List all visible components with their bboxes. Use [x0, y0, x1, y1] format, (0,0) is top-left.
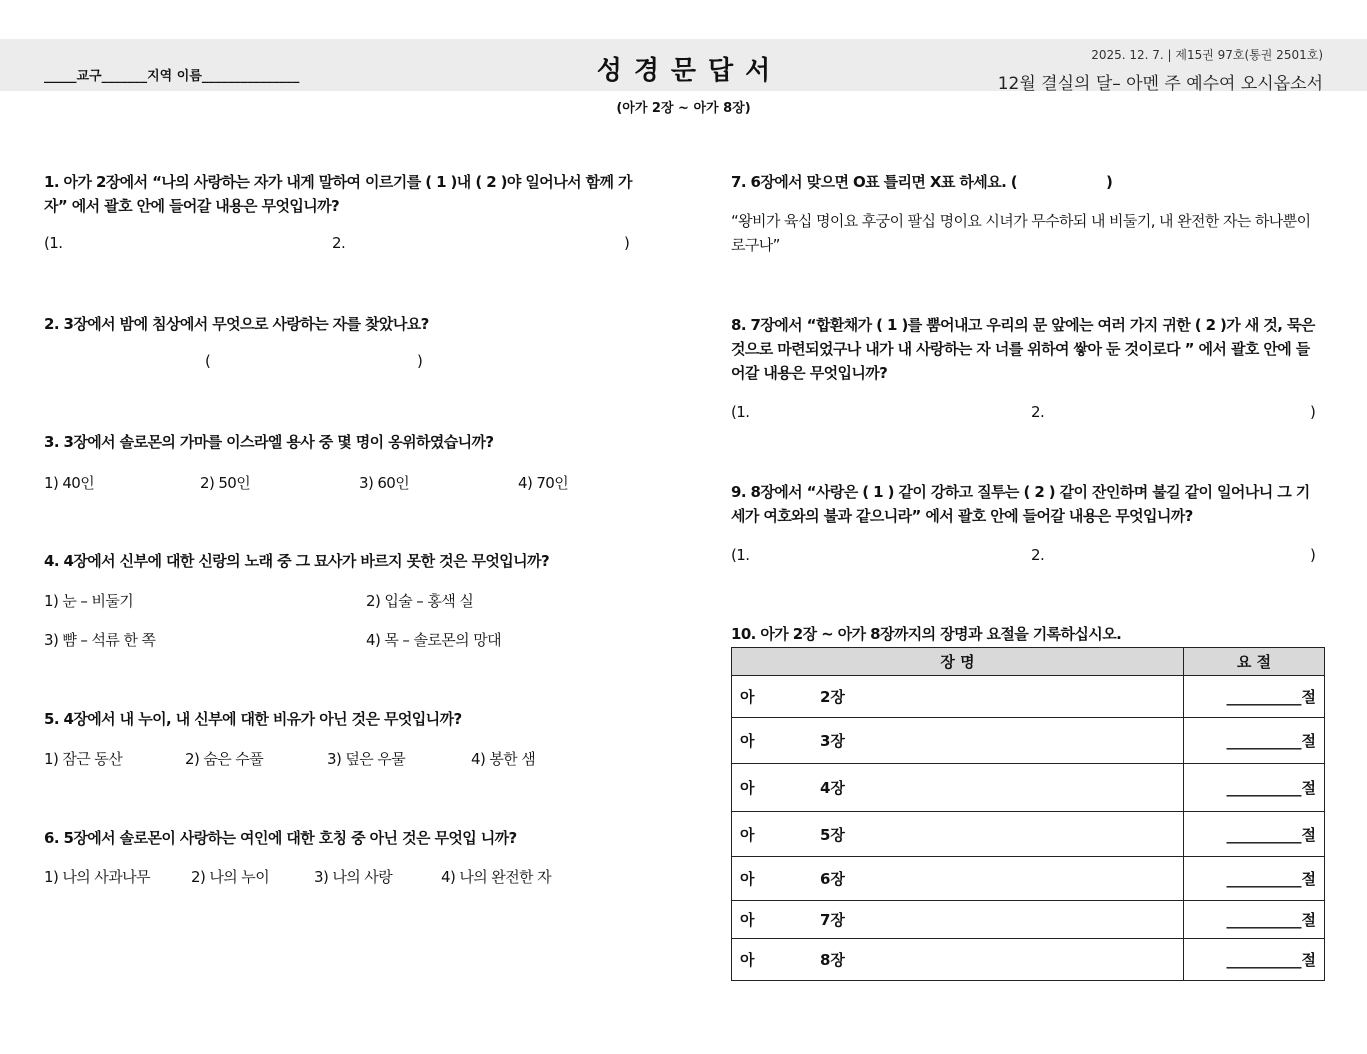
book-cell: 아 — [740, 779, 755, 797]
q8-answer-open: (1. — [731, 403, 750, 421]
table-row — [732, 718, 1325, 764]
q6-option-2: 2) 나의 누이 — [191, 868, 270, 886]
table-row — [732, 857, 1325, 901]
q6-option-3: 3) 나의 사랑 — [314, 868, 393, 886]
question-7: 7. 6장에서 맞으면 O표 틀리면 X표 하세요. ( — [731, 173, 1018, 191]
question-10: 10. 아가 2장 ~ 아가 8장까지의 장명과 요절을 기록하십시오. — [731, 625, 1122, 643]
issue-info: 2025. 12. 7. | 제15권 97호(통권 2501호) — [1091, 48, 1323, 62]
table-row — [732, 812, 1325, 857]
verse-blank[interactable]: __________절 — [1184, 901, 1325, 939]
verse-blank[interactable]: __________절 — [1184, 857, 1325, 901]
chapter-cell: 4장 — [820, 779, 845, 797]
header-key-verse: 요 절 — [1184, 648, 1325, 676]
book-cell: 아 — [740, 870, 755, 888]
q9-answer-open: (1. — [731, 546, 750, 564]
verse-table-header — [732, 648, 1325, 676]
month-theme: 12월 결실의 달– 아멘 주 예수여 오시옵소서 — [997, 74, 1323, 94]
q7-answer-close: ) — [1106, 173, 1113, 191]
book-cell: 아 — [740, 951, 755, 969]
q8-answer-mid: 2. — [1031, 403, 1045, 421]
verse-blank[interactable]: __________절 — [1184, 718, 1325, 764]
q7-quote: “왕비가 육십 명이요 후궁이 팔십 명이요 시녀가 무수하되 내 비둘기, 내 완전한 자는 하나뿐이로구나” — [731, 212, 1311, 254]
q5-option-4: 4) 봉한 샘 — [471, 750, 536, 768]
verse-blank[interactable]: __________절 — [1184, 812, 1325, 857]
q3-option-3: 3) 60인 — [359, 474, 410, 492]
q3-option-4: 4) 70인 — [518, 474, 569, 492]
chapter-cell: 8장 — [820, 951, 845, 969]
q3-option-2: 2) 50인 — [200, 474, 251, 492]
name-fields: _____교구_______지역 이름_______________ — [44, 69, 300, 84]
book-cell: 아 — [740, 688, 755, 706]
book-cell: 아 — [740, 732, 755, 750]
question-5: 5. 4장에서 내 누이, 내 신부에 대한 비유가 아닌 것은 무엇입니까? — [44, 710, 462, 728]
question-2: 2. 3장에서 밤에 침상에서 무엇으로 사랑하는 자를 찾았나요? — [44, 315, 429, 333]
q5-option-2: 2) 숨은 수풀 — [185, 750, 264, 768]
table-row — [732, 764, 1325, 812]
verse-blank[interactable]: __________절 — [1184, 764, 1325, 812]
question-4: 4. 4장에서 신부에 대한 신랑의 노래 중 그 묘사가 바르지 못한 것은 무엇입니까? — [44, 552, 550, 570]
q6-option-1: 1) 나의 사과나무 — [44, 868, 150, 886]
q9-answer-mid: 2. — [1031, 546, 1045, 564]
q2-answer-close: ) — [417, 352, 423, 370]
q2-answer-open: ( — [205, 352, 211, 370]
q1-answer-close: ) — [624, 234, 630, 252]
question-8: 8. 7장에서 “합환채가 ( 1 )를 뿜어내고 우리의 문 앞에는 여러 가지 귀한 ( 2 )가 새 것, 묵은 것으로 마련되었구나 내가 내 사랑하는 자 너를 위하여 쌓아 둔 것이로다 ” 에서 괄호 안에 들어갈 내용은 무엇입니까? — [731, 316, 1315, 382]
page-title: 성경문답서 — [596, 56, 783, 86]
q4-option-1: 1) 눈 – 비둘기 — [44, 592, 134, 610]
q4-option-4: 4) 목 – 솔로몬의 망대 — [366, 631, 501, 649]
q1-answer-open: (1. — [44, 234, 63, 252]
question-9: 9. 8장에서 “사랑은 ( 1 ) 같이 강하고 질투는 ( 2 ) 같이 잔인하며 불길 같이 일어나니 그 기세가 여호와의 불과 같으니라” 에서 괄호 안에 들어갈 내용은 무엇입니까? — [731, 483, 1310, 525]
table-row — [732, 901, 1325, 939]
page-subtitle: (아가 2장 ~ 아가 8장) — [616, 101, 751, 116]
verse-blank[interactable]: __________절 — [1184, 939, 1325, 981]
chapter-cell: 5장 — [820, 825, 845, 844]
book-cell: 아 — [740, 911, 755, 929]
header-chapter-name: 장 명 — [732, 648, 1184, 676]
q4-option-2: 2) 입술 – 홍색 실 — [366, 592, 474, 610]
question-1: 1. 아가 2장에서 “나의 사랑하는 자가 내게 말하여 이르기를 ( 1 )내 ( 2 )야 일어나서 함께 가자” 에서 괄호 안에 들어갈 내용은 무엇입니까? — [44, 173, 632, 215]
chapter-cell: 2장 — [820, 688, 845, 706]
question-6: 6. 5장에서 솔로몬이 사랑하는 여인에 대한 호칭 중 아닌 것은 무엇입 니까? — [44, 829, 517, 847]
chapter-cell: 6장 — [820, 870, 845, 888]
table-row — [732, 676, 1325, 718]
chapter-cell: 3장 — [820, 732, 845, 750]
verse-blank[interactable]: __________절 — [1184, 676, 1325, 718]
question-3: 3. 3장에서 솔로몬의 가마를 이스라엘 용사 중 몇 명이 옹위하였습니까? — [44, 433, 494, 451]
q9-answer-close: ) — [1310, 546, 1316, 564]
table-row — [732, 939, 1325, 981]
q8-answer-close: ) — [1310, 403, 1316, 421]
q5-option-3: 3) 덮은 우물 — [327, 750, 406, 768]
q4-option-3: 3) 뺨 – 석류 한 쪽 — [44, 631, 156, 649]
q1-answer-mid: 2. — [332, 234, 346, 252]
book-cell: 아 — [740, 825, 755, 844]
q6-option-4: 4) 나의 완전한 자 — [441, 868, 552, 886]
verse-table — [731, 647, 1325, 981]
q5-option-1: 1) 잠근 동산 — [44, 750, 123, 768]
q3-option-1: 1) 40인 — [44, 474, 95, 492]
chapter-cell: 7장 — [820, 911, 845, 929]
